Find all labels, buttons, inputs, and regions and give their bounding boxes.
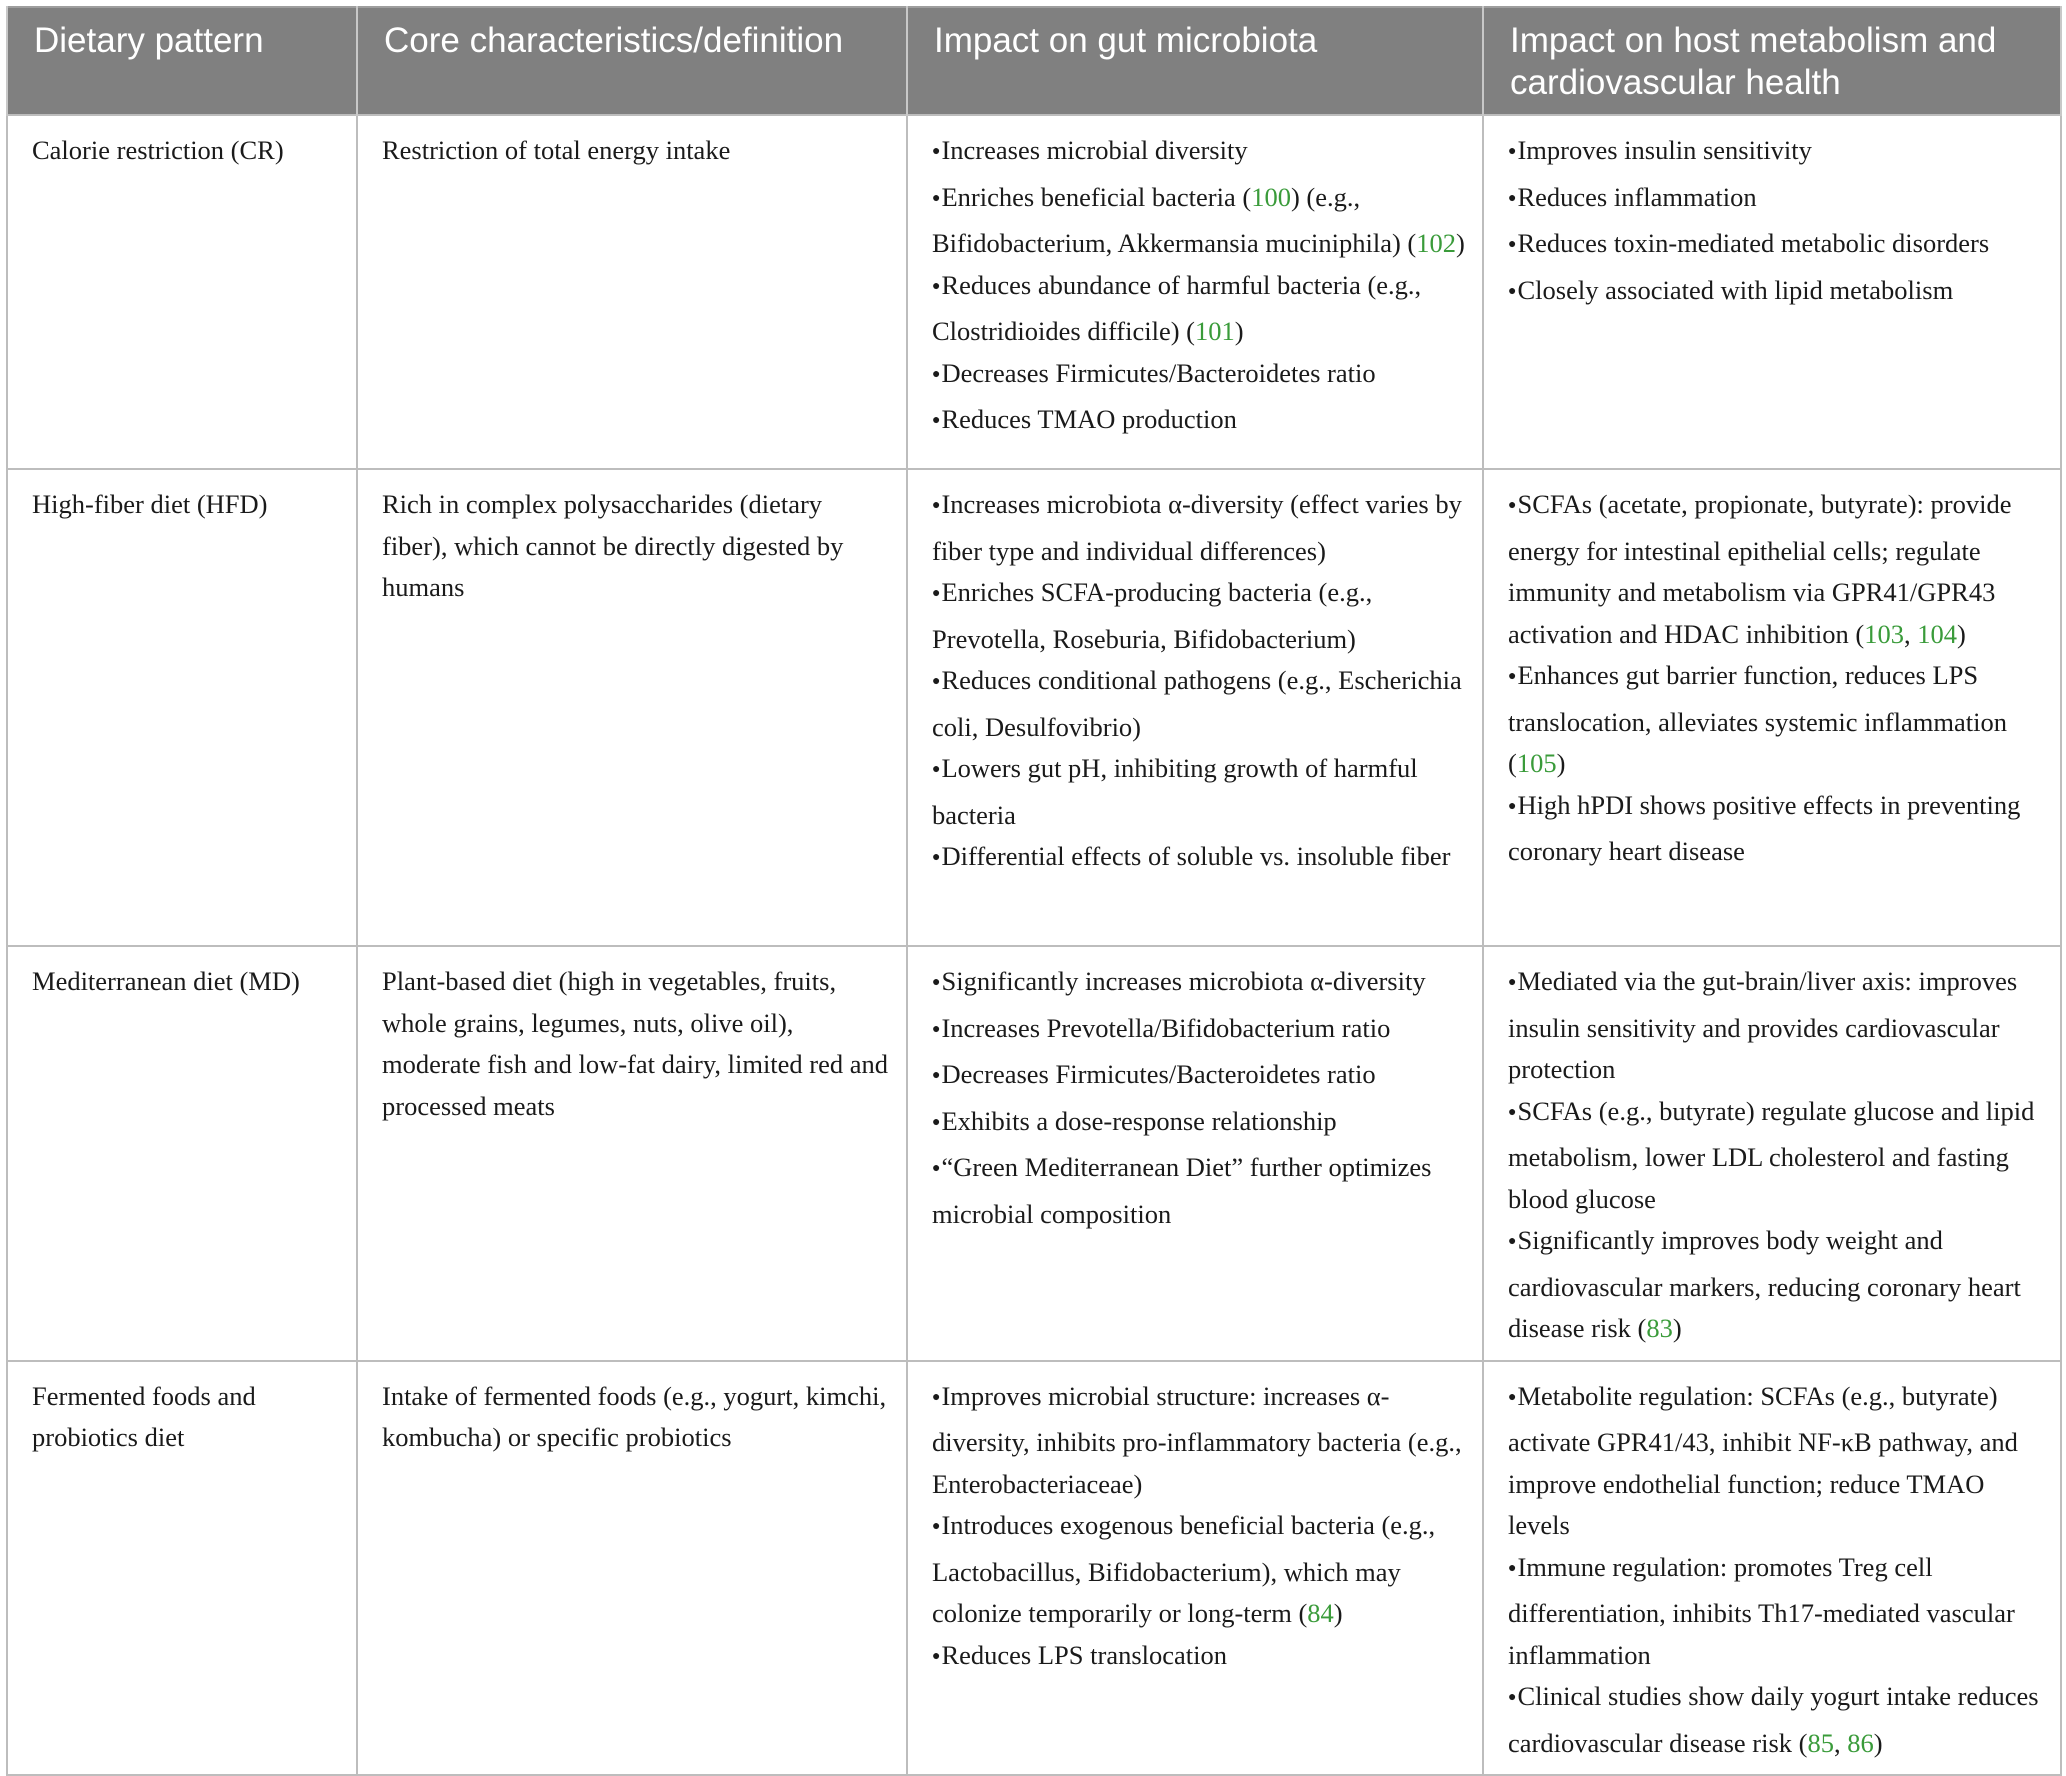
bullet-text: Lowers gut pH, inhibiting growth of harmful bacteria bbox=[932, 753, 1418, 830]
bullet-item bbox=[932, 1054, 1468, 1101]
diet-comparison-table bbox=[6, 6, 2062, 1776]
bullet-text: Decreases Firmicutes/Bacteroidetes ratio bbox=[941, 1059, 1376, 1089]
bullet-item bbox=[1508, 1547, 2046, 1677]
bullet-item bbox=[1508, 655, 2046, 785]
host-effects-cell bbox=[1483, 946, 2061, 1361]
microbiota-cell bbox=[907, 469, 1483, 946]
bullet-item bbox=[932, 1376, 1468, 1506]
header-host-metabolism: Impact on host metabolism and cardiovascular health bbox=[1483, 7, 2061, 115]
bullet-text: Enriches SCFA-producing bacteria (e.g., Prevotella, Roseburia, Bifidobacterium) bbox=[932, 577, 1373, 654]
definition-cell: Restriction of total energy intake bbox=[357, 115, 907, 469]
bullet-item bbox=[932, 1008, 1468, 1055]
dietary-pattern-cell: Calorie restriction (CR) bbox=[7, 115, 357, 469]
bullet-item bbox=[932, 265, 1468, 353]
table-row bbox=[7, 469, 2061, 946]
bullet-text: ) bbox=[1556, 748, 1566, 778]
bullet-text: Increases microbial diversity bbox=[941, 135, 1248, 165]
citation-link[interactable]: 101 bbox=[1195, 316, 1235, 346]
bullet-item bbox=[932, 484, 1468, 572]
bullet-item bbox=[1508, 177, 2046, 224]
citation-link[interactable]: 84 bbox=[1307, 1598, 1334, 1628]
bullet-text: Increases microbiota α-diversity (effect varies by fiber type and individual differences) bbox=[932, 489, 1462, 566]
bullet-text: Reduces inflammation bbox=[1517, 181, 1757, 212]
bullet-item bbox=[1508, 1091, 2046, 1221]
bullet-item bbox=[932, 1505, 1468, 1635]
bullet-item bbox=[1508, 961, 2046, 1091]
bullet-item bbox=[932, 399, 1468, 446]
citation-link[interactable]: 86 bbox=[1847, 1727, 1874, 1758]
bullet-text: SCFAs (e.g., butyrate) regulate glucose and lipid metabolism, lower LDL cholesterol and fasting blood glucose bbox=[1508, 1095, 2035, 1214]
bullet-item bbox=[1508, 1376, 2046, 1547]
citation-link[interactable]: 103 bbox=[1864, 618, 1904, 649]
bullet-item bbox=[932, 1147, 1468, 1235]
bullet-text: Increases Prevotella/Bifidobacterium ratio bbox=[941, 1012, 1391, 1043]
bullet-item bbox=[1508, 130, 2046, 177]
bullet-text: ) (e.g., Bifidobacterium, Akkermansia muciniphila) ( bbox=[932, 181, 1417, 258]
bullet-text: Introduces exogenous beneficial bacteria (e.g., Lactobacillus, Bifidobacterium), which may colonize temporarily or long-term ( bbox=[932, 1510, 1436, 1628]
bullet-item bbox=[932, 748, 1468, 836]
bullet-text: ) bbox=[1873, 1727, 1883, 1758]
bullet-text: Immune regulation: promotes Treg cell differentiation, inhibits Th17-mediated vascular inflammation bbox=[1508, 1551, 2015, 1670]
header-row bbox=[7, 7, 2061, 115]
bullet-item bbox=[1508, 1676, 2046, 1764]
bullet-text: Reduces toxin-mediated metabolic disorders bbox=[1517, 228, 1990, 258]
bullet-text: Exhibits a dose-response relationship bbox=[941, 1105, 1337, 1136]
bullet-text: Significantly increases microbiota α-diversity bbox=[941, 966, 1426, 996]
citation-link[interactable]: 83 bbox=[1646, 1313, 1673, 1343]
bullet-text: Improves microbial structure: increases α-diversity, inhibits pro-inflammatory bacteria (e.g., Enterobacteriaceae) bbox=[932, 1380, 1462, 1499]
definition-cell: Intake of fermented foods (e.g., yogurt, kimchi, kombucha) or specific probiotics bbox=[357, 1361, 907, 1776]
bullet-item bbox=[932, 1101, 1468, 1148]
bullet-text: High hPDI shows positive effects in preventing coronary heart disease bbox=[1508, 789, 2021, 866]
bullet-text: SCFAs (acetate, propionate, butyrate): provide energy for intestinal epithelial cells; regulate immunity and metabolism via GPR41/GPR43 activation and HDAC inhibition ( bbox=[1508, 489, 2012, 649]
citation-link[interactable]: 85 bbox=[1807, 1727, 1834, 1758]
dietary-pattern-cell: Mediterranean diet (MD) bbox=[7, 946, 357, 1361]
table-row bbox=[7, 946, 2061, 1361]
bullet-item bbox=[1508, 785, 2046, 873]
microbiota-cell bbox=[907, 946, 1483, 1361]
bullet-text: Improves insulin sensitivity bbox=[1517, 135, 1812, 165]
microbiota-cell bbox=[907, 1361, 1483, 1776]
bullet-text: Closely associated with lipid metabolism bbox=[1517, 274, 1954, 305]
bullet-item bbox=[1508, 270, 2046, 317]
citation-link[interactable]: 104 bbox=[1917, 618, 1957, 649]
bullet-item bbox=[932, 1635, 1468, 1682]
bullet-item bbox=[932, 572, 1468, 660]
table-row bbox=[7, 115, 2061, 469]
bullet-item bbox=[932, 660, 1468, 748]
bullet-text: ) bbox=[1672, 1313, 1682, 1343]
bullet-text: ) bbox=[1333, 1598, 1343, 1628]
bullet-text: Differential effects of soluble vs. insoluble fiber bbox=[941, 841, 1451, 871]
bullet-text: Metabolite regulation: SCFAs (e.g., butyrate) activate GPR41/43, inhibit NF-κB pathway, and improve endothelial function; reduce TMAO levels bbox=[1508, 1380, 2018, 1540]
host-effects-cell bbox=[1483, 115, 2061, 469]
bullet-text: Enriches beneficial bacteria ( bbox=[941, 181, 1252, 212]
bullet-item bbox=[932, 353, 1468, 400]
citation-link[interactable]: 102 bbox=[1416, 228, 1456, 258]
bullet-text: , bbox=[1833, 1727, 1848, 1758]
bullet-text: Reduces TMAO production bbox=[941, 404, 1237, 434]
bullet-item bbox=[932, 961, 1468, 1008]
definition-cell: Rich in complex polysaccharides (dietary fiber), which cannot be directly digested by humans bbox=[357, 469, 907, 946]
dietary-pattern-cell: High-fiber diet (HFD) bbox=[7, 469, 357, 946]
bullet-item bbox=[1508, 484, 2046, 655]
definition-cell: Plant-based diet (high in vegetables, fruits, whole grains, legumes, nuts, olive oil), moderate fish and low-fat dairy, limited red and processed meats bbox=[357, 946, 907, 1361]
bullet-text: Reduces conditional pathogens (e.g., Escherichia coli, Desulfovibrio) bbox=[932, 665, 1462, 742]
header-core-characteristics: Core characteristics/definition bbox=[357, 7, 907, 115]
citation-link[interactable]: 100 bbox=[1251, 181, 1291, 212]
dietary-pattern-cell: Fermented foods and probiotics diet bbox=[7, 1361, 357, 1776]
bullet-text: Significantly improves body weight and cardiovascular markers, reducing coronary heart disease risk ( bbox=[1508, 1225, 2021, 1343]
bullet-text: Mediated via the gut-brain/liver axis: improves insulin sensitivity and provides cardiovascular protection bbox=[1508, 966, 2018, 1084]
table-row bbox=[7, 1361, 2061, 1776]
citation-link[interactable]: 105 bbox=[1516, 748, 1557, 778]
bullet-text: , bbox=[1903, 618, 1918, 649]
bullet-text: ) bbox=[1234, 316, 1244, 346]
bullet-text: ) bbox=[1455, 228, 1465, 258]
bullet-text: Reduces abundance of harmful bacteria (e.g., Clostridioides difficile) ( bbox=[932, 269, 1422, 346]
bullet-text: Enhances gut barrier function, reduces LPS translocation, alleviates systemic inflammation ( bbox=[1508, 660, 2007, 778]
bullet-item bbox=[932, 836, 1468, 883]
bullet-text: ) bbox=[1956, 618, 1966, 649]
microbiota-cell bbox=[907, 115, 1483, 469]
bullet-text: Decreases Firmicutes/Bacteroidetes ratio bbox=[941, 357, 1376, 388]
header-dietary-pattern: Dietary pattern bbox=[7, 7, 357, 115]
bullet-item bbox=[932, 130, 1468, 177]
header-gut-microbiota: Impact on gut microbiota bbox=[907, 7, 1483, 115]
bullet-item bbox=[1508, 223, 2046, 270]
bullet-item bbox=[1508, 1220, 2046, 1350]
host-effects-cell bbox=[1483, 469, 2061, 946]
bullet-text: Reduces LPS translocation bbox=[941, 1639, 1228, 1670]
bullet-text: Clinical studies show daily yogurt intake reduces cardiovascular disease risk ( bbox=[1508, 1681, 2039, 1758]
bullet-item bbox=[932, 177, 1468, 265]
bullet-text: “Green Mediterranean Diet” further optimizes microbial composition bbox=[932, 1152, 1432, 1229]
host-effects-cell bbox=[1483, 1361, 2061, 1776]
